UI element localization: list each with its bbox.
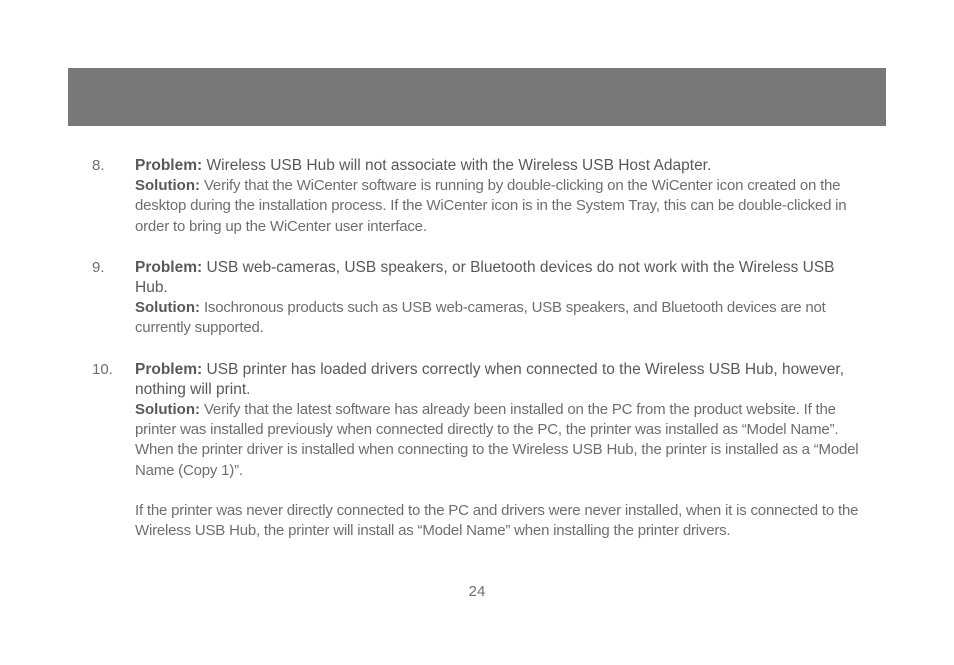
item-body bbox=[135, 360, 860, 542]
solution-statement bbox=[135, 400, 860, 481]
solution-statement bbox=[135, 298, 860, 338]
troubleshooting-item-10 bbox=[0, 360, 954, 542]
item-number: 8. bbox=[92, 157, 105, 174]
solution-text: Isochronous products such as USB web-cameras, USB speakers, and Bluetooth devices are not currently supported. bbox=[135, 299, 826, 337]
problem-statement bbox=[135, 258, 860, 298]
problem-label: Problem: bbox=[135, 157, 203, 174]
solution-text: Verify that the WiCenter software is running by double-clicking on the WiCenter icon created on the desktop during the installation process. If the WiCenter icon is in the System Tray, this can be double-clicked in order to bring up the WiCenter user interface. bbox=[135, 177, 847, 235]
problem-label: Problem: bbox=[135, 360, 203, 378]
solution-label: Solution: bbox=[135, 177, 200, 195]
item-number: 10. bbox=[92, 360, 113, 378]
problem-statement bbox=[135, 360, 860, 400]
additional-note: If the printer was never directly connected to the PC and drivers were never installed, when it is connected to the Wireless USB Hub, the printer will install as “Model Name” when installing the printer drivers. bbox=[135, 501, 859, 540]
troubleshooting-item-9 bbox=[0, 258, 954, 339]
solution-statement bbox=[135, 176, 860, 237]
problem-text: USB web-cameras, USB speakers, or Bluetooth devices do not work with the Wireless USB Hub. bbox=[135, 258, 835, 297]
troubleshooting-item-8 bbox=[0, 156, 954, 237]
header-bar bbox=[68, 68, 886, 126]
troubleshooting-list bbox=[0, 156, 954, 562]
solution-text: Verify that the latest software has already been installed on the PC from the product website. If the printer was installed previously when connected directly to the PC, the printer was installed as “Model Name”. When the printer driver is installed when connecting to the Wireless USB Hub, the printer is installed as a “Model Name (Copy 1)”. bbox=[135, 401, 859, 479]
solution-label: Solution: bbox=[135, 299, 200, 317]
problem-statement bbox=[135, 156, 860, 176]
item-body bbox=[135, 258, 860, 339]
item-number: 9. bbox=[92, 258, 105, 276]
problem-text: Wireless USB Hub will not associate with the Wireless USB Host Adapter. bbox=[202, 157, 712, 174]
item-body bbox=[135, 156, 860, 237]
page-number: 24 bbox=[468, 583, 486, 600]
problem-label: Problem: bbox=[135, 258, 203, 276]
problem-text: USB printer has loaded drivers correctly when connected to the Wireless USB Hub, however, nothing will print. bbox=[135, 360, 845, 398]
solution-label: Solution: bbox=[135, 401, 200, 419]
